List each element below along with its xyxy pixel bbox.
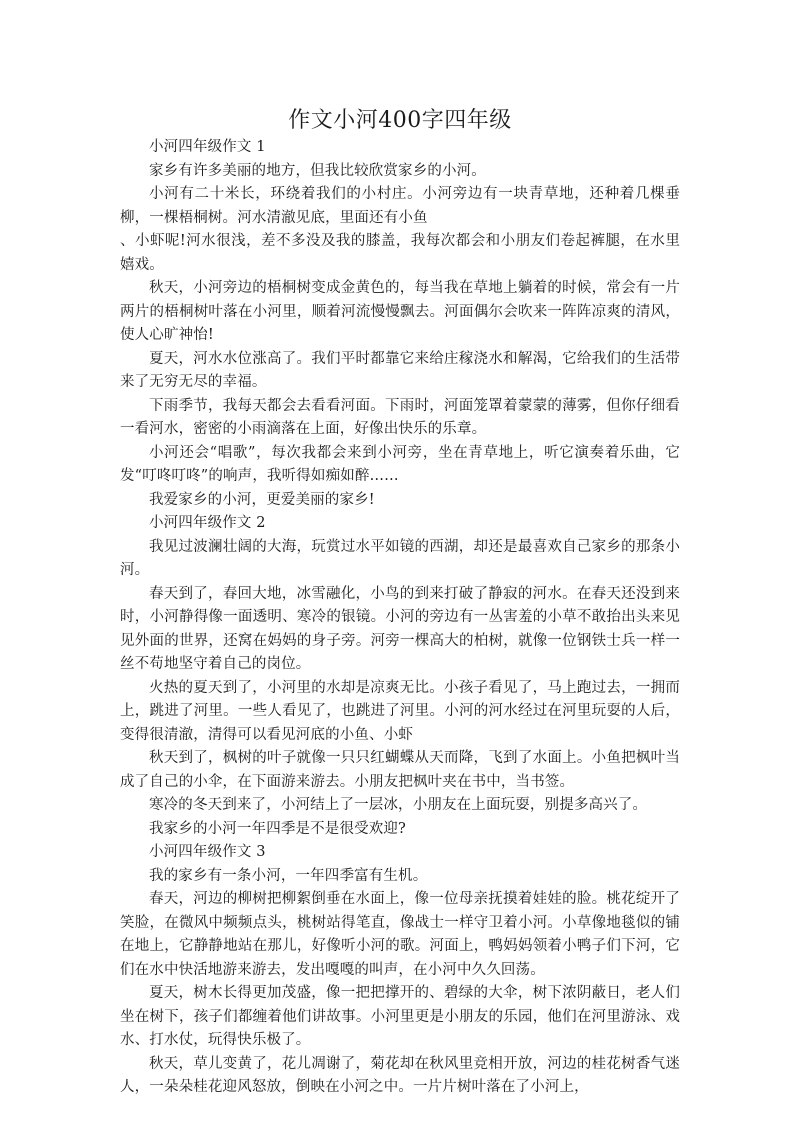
paragraph: 秋天，草儿变黄了，花儿凋谢了，菊花却在秋风里竞相开放，河边的桂花树香气迷人，一朵朵桂花迎风怒放，倒映在小河之中。一片片树叶落在了小河上， [120,1055,680,1095]
paragraph: 秋天，小河旁边的梧桐树变成金黄色的，每当我在草地上躺着的时候，常会有一片两片的梧桐树叶落在小河里，顺着河流慢慢飘去。河面偶尔会吹来一阵阵凉爽的清风，使人心旷神怡! [120,280,680,343]
section-heading-1: 小河四年级作文 1 [149,139,266,155]
document-body [120,136,680,1100]
paragraph: 夏天，树木长得更加茂盛，像一把把撑开的、碧绿的大伞，树下浓阴蔽日，老人们坐在树下，孩子们都缠着他们讲故事。小河里更是小朋友的乐园，他们在河里游泳、戏水、打水仗，玩得快乐极了。 [120,985,680,1048]
section-heading-3: 小河四年级作文 3 [149,844,266,860]
paragraph: 寒冷的冬天到来了，小河结上了一层冰，小朋友在上面玩耍，别提多高兴了。 [149,797,648,813]
paragraph: 我见过波澜壮阔的大海，玩赏过水平如镜的西湖，却还是最喜欢自己家乡的那条小河。 [120,538,680,578]
paragraph: 下雨季节，我每天都会去看看河面。下雨时，河面笼罩着蒙蒙的薄雾，但你仔细看一看河水，密密的小雨滴落在上面，好像出快乐的乐章。 [120,397,680,437]
paragraph: 我家乡的小河一年四季是不是很受欢迎? [149,820,406,837]
paragraph: 家乡有许多美丽的地方，但我比较欣赏家乡的小河。 [149,162,486,179]
section-heading-2: 小河四年级作文 2 [149,515,266,531]
paragraph: 春天到了，春回大地，冰雪融化，小鸟的到来打破了静寂的河水。在春天还没到来时，小河静得像一面透明、寒冷的银镜。小河的旁边有一丛害羞的小草不敢抬出头来见见外面的世界，还窝在妈妈的身子旁。河旁一棵高大的柏树，就像一位钢铁士兵一样一丝不苟地坚守着自己的岗位。 [120,585,680,672]
paragraph: 小河还会“唱歌”，每次我都会来到小河旁，坐在青草地上，听它演奏着乐曲，它发“叮咚叮咚”的响声，我听得如痴如醉…… [120,444,680,484]
document-title: 作文小河400字四年级 [288,108,512,133]
paragraph: 夏天，河水水位涨高了。我们平时都靠它来给庄稼浇水和解渴，它给我们的生活带来了无穷无尽的幸福。 [120,350,680,390]
paragraph-continuation: 、小虾呢!河水很浅，差不多没及我的膝盖，我每次都会和小朋友们卷起裤腿，在水里嬉戏。 [120,233,680,273]
paragraph: 秋天到了，枫树的叶子就像一只只红蝴蝶从天而降，飞到了水面上。小鱼把枫叶当成了自己的小伞，在下面游来游去。小朋友把枫叶夹在书中，当书签。 [120,750,680,790]
paragraph: 我的家乡有一条小河，一年四季富有生机。 [149,867,428,884]
paragraph: 春天，河边的柳树把柳絮倒垂在水面上，像一位母亲抚摸着娃娃的脸。桃花绽开了笑脸，在微风中频频点头，桃树站得笔直，像战士一样守卫着小河。小草像地毯似的铺在地上，它静静地站在那儿，好像听小河的歌。河面上，鸭妈妈领着小鸭子们下河，它们在水中快活地游来游去，发出嘎嘎的叫声，在小河中久久回荡。 [120,891,680,978]
paragraph: 小河有二十米长，环绕着我们的小村庄。小河旁边有一块青草地，还种着几棵垂柳，一棵梧桐树。河水清澈见底，里面还有小鱼 [120,186,680,226]
paragraph: 火热的夏天到了，小河里的水却是凉爽无比。小孩子看见了，马上跑过去，一拥而上，跳进了河里。一些人看见了，也跳进了河里。小河的河水经过在河里玩耍的人后，变得很清澈，清得可以看见河底的小鱼、小虾 [120,679,680,743]
paragraph: 我爱家乡的小河，更爱美丽的家乡! [149,491,375,508]
